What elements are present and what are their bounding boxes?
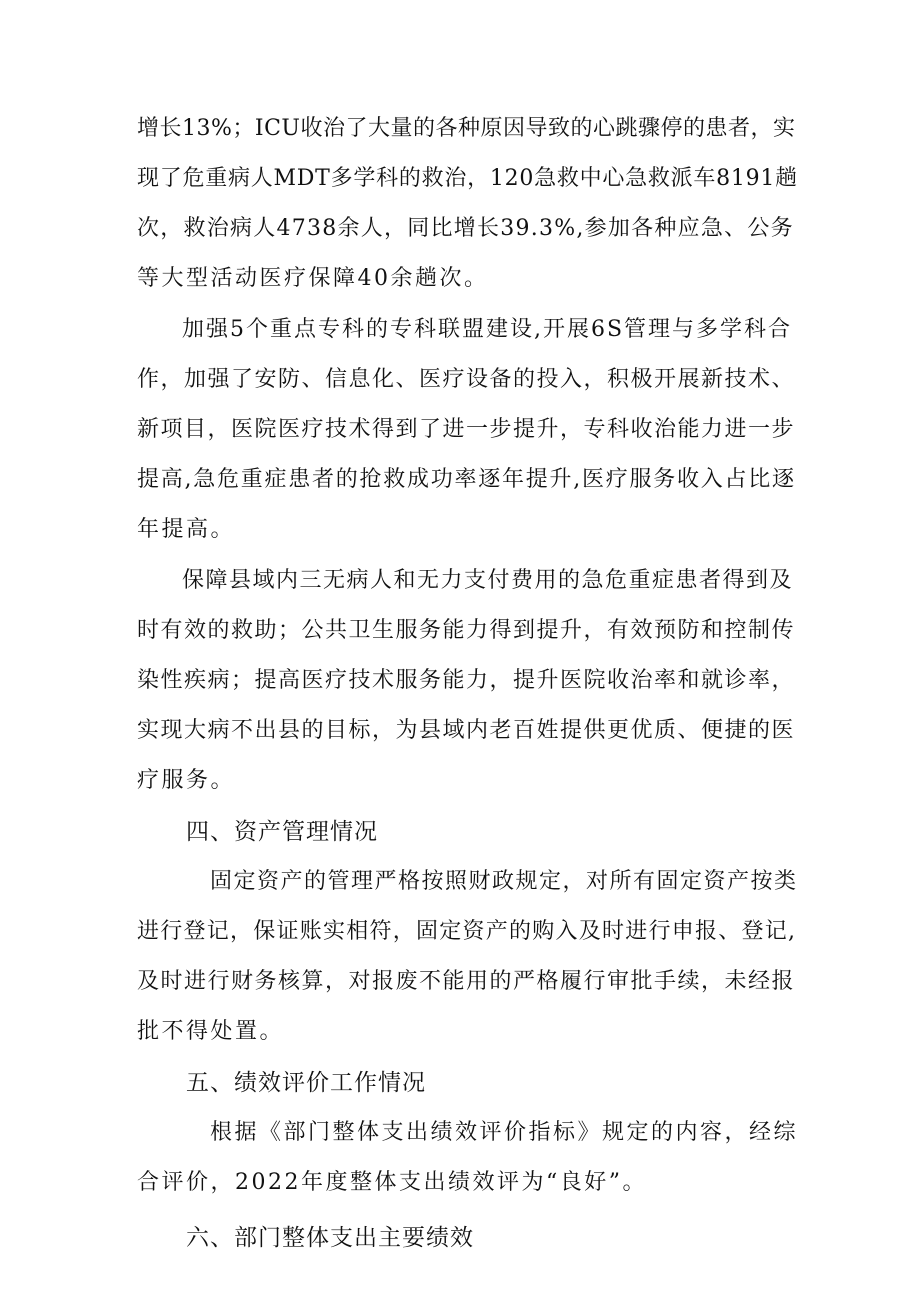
paragraph-2-line-5: 年提高。 <box>137 517 236 542</box>
section-4-line-1: 固定资产的管理严格按照财政规定，对所有固定资产按类 <box>210 869 798 894</box>
paragraph-2-line-2: 作，加强了安防、信息化、医疗设备的投入，积极开展新技术、 <box>137 367 796 392</box>
paragraph-1-line-3: 次，救治病人4738余人，同比增长39.3%,参加各种应急、公务 <box>137 216 794 241</box>
paragraph-2-line-3: 新项目，医院医疗技术得到了进一步提升，专科收治能力进一步 <box>137 417 796 442</box>
section-5-line-2: 合评价，2022年度整体支出绩效评为“良好”。 <box>137 1170 647 1195</box>
paragraph-2-line-1: 加强5个重点专科的专科联盟建设,开展6S管理与多学科合 <box>182 317 793 342</box>
paragraph-1-line-2: 现了危重病人MDT多学科的救治，120急救中心急救派车8191趟 <box>137 166 798 191</box>
paragraph-3-line-1: 保障县域内三无病人和无力支付费用的急危重症患者得到及 <box>182 568 794 593</box>
section-4-line-4: 批不得处置。 <box>137 1019 285 1044</box>
paragraph-3-line-5: 疗服务。 <box>137 768 236 793</box>
section-4-heading: 四、资产管理情况 <box>186 819 378 845</box>
paragraph-3-line-2: 时有效的救助；公共卫生服务能力得到提升，有效预防和控制传 <box>137 618 796 643</box>
paragraph-2-line-4: 提高,急危重症患者的抢救成功率逐年提升,医疗服务收入占比逐 <box>137 467 796 492</box>
paragraph-3-line-3: 染性疾病；提高医疗技术服务能力，提升医院收治率和就诊率， <box>137 668 796 693</box>
section-6-heading: 六、部门整体支出主要绩效 <box>186 1225 474 1251</box>
paragraph-1-line-1: 增长13%；ICU收治了大量的各种原因导致的心跳骤停的患者，实 <box>137 116 796 141</box>
section-4-line-3: 及时进行财务核算，对报废不能用的严格履行审批手续，未经报 <box>137 969 796 994</box>
section-4-line-2: 进行登记，保证账实相符，固定资产的购入及时进行申报、登记, <box>137 919 797 944</box>
section-5-line-1: 根据《部门整体支出绩效评价指标》规定的内容，经综 <box>210 1120 799 1145</box>
section-5-heading: 五、绩效评价工作情况 <box>186 1070 426 1096</box>
paragraph-3-line-4: 实现大病不出县的目标，为县域内老百姓提供更优质、便捷的医 <box>137 718 796 743</box>
paragraph-1-line-4: 等大型活动医疗保障40余趟次。 <box>137 266 489 291</box>
